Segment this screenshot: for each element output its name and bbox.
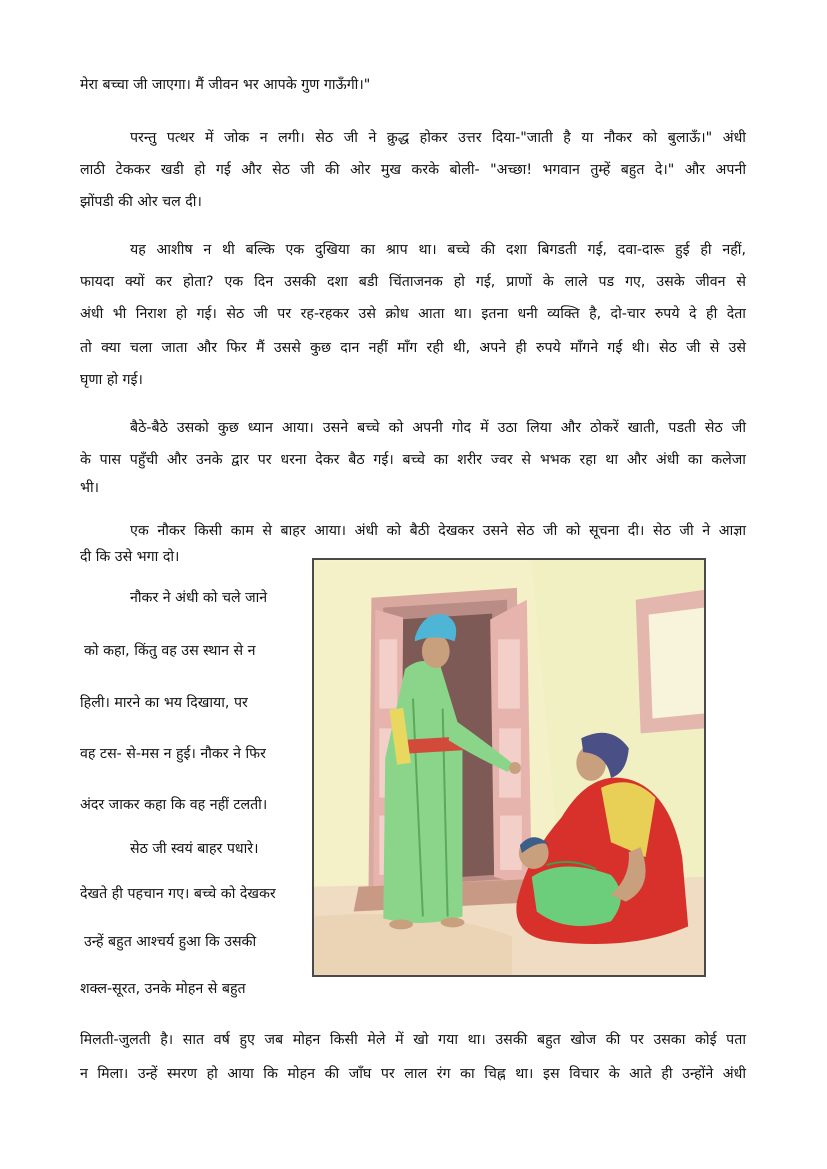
text-line: फायदा क्यों कर होता? एक दिन उसकी दशा बडी चिंताजनक हो गई, प्राणों के लाले पड गए, उसके जीवन से [80,274,746,290]
text-line: मेरा बच्चा जी जाएगा। मैं जीवन भर आपके गुण गाऊँगी।" [80,77,371,93]
side-text-line: नौकर ने अंधी को चले जाने [130,590,268,606]
text-line: भी। [80,480,100,496]
text-line: न मिला। उन्हें स्मरण हो आया कि मोहन की जाँघ पर लाल रंग का चिह्न था। इस विचार के आते ही उन्होंने अंधी [80,1066,746,1082]
text-line: अंधी भी निराश हो गई। सेठ जी पर रह-रहकर उसे क्रोध आता था। इतना धनी व्यक्ति है, दो-चार रुपये दे ही देता [80,306,746,322]
side-text-line: को कहा, किंतु वह उस स्थान से न [84,643,256,659]
text-line: झोंपडी की ओर चल दी। [80,194,202,210]
text-line: के पास पहुँची और उनके द्वार पर धरना देकर बैठ गई। बच्चे का शरीर ज्वर से भभक रहा था और अंधी का कलेजा [80,452,746,468]
seth-face [422,634,450,668]
text-line: बैठे-बैठे उसको कुछ ध्यान आया। उसने बच्चे को अपनी गोद में उठा लिया और ठोकरें खाती, पडती सेठ जी [130,420,746,436]
side-text-line: शक्ल-सूरत, उनके मोहन से बहुत [80,981,246,997]
text-line: परन्तु पत्थर में जोक न लगी। सेठ जी ने क्रुद्ध होकर उत्तर दिया-"जाती है या नौकर को बुलाऊँ।" अंधी [130,130,746,146]
text-line: तो क्या चला जाता और फिर मैं उससे कुछ दान नहीं माँग रही थी, अपने ही रुपये माँगने गई थी। सेठ जी से उसे [80,340,746,356]
side-text-line: हिली। मारने का भय दिखाया, पर [80,695,248,711]
side-text-line: उन्हें बहुत आश्चर्य हुआ कि उसकी [84,934,257,950]
text-line: मिलती-जुलती है। सात वर्ष हुए जब मोहन किसी मेले में खो गया था। उसकी बहुत खोज की पर उसका कोई पता [80,1032,746,1048]
side-text-line: अंदर जाकर कहा कि वह नहीं टलती। [80,797,268,813]
text-line: लाठी टेककर खडी हो गई और सेठ जी की ओर मुख करके बोली- "अच्छा! भगवान तुम्हें बहुत दे।" और अपनी [80,162,746,178]
story-illustration [312,558,706,977]
side-text-line: देखते ही पहचान गए। बच्चे को देखकर [80,886,276,902]
text-line: घृणा हो गई। [80,372,143,388]
text-line: दी कि उसे भगा दो। [80,549,180,565]
side-text-line: सेठ जी स्वयं बाहर पधारे। [130,841,259,857]
text-line: एक नौकर किसी काम से बाहर आया। अंधी को बैठी देखकर उसने सेठ जी को सूचना दी। सेठ जी ने आज्ञा [130,523,746,539]
side-text-line: वह टस- से-मस न हुई। नौकर ने फिर [80,746,266,762]
text-line: यह आशीष न थी बल्कि एक दुखिया का श्राप था। बच्चे की दशा बिगडती गई, दवा-दारू हुई ही नहीं, [130,242,746,258]
seth-and-blind-woman-with-child-illustration [314,560,704,975]
